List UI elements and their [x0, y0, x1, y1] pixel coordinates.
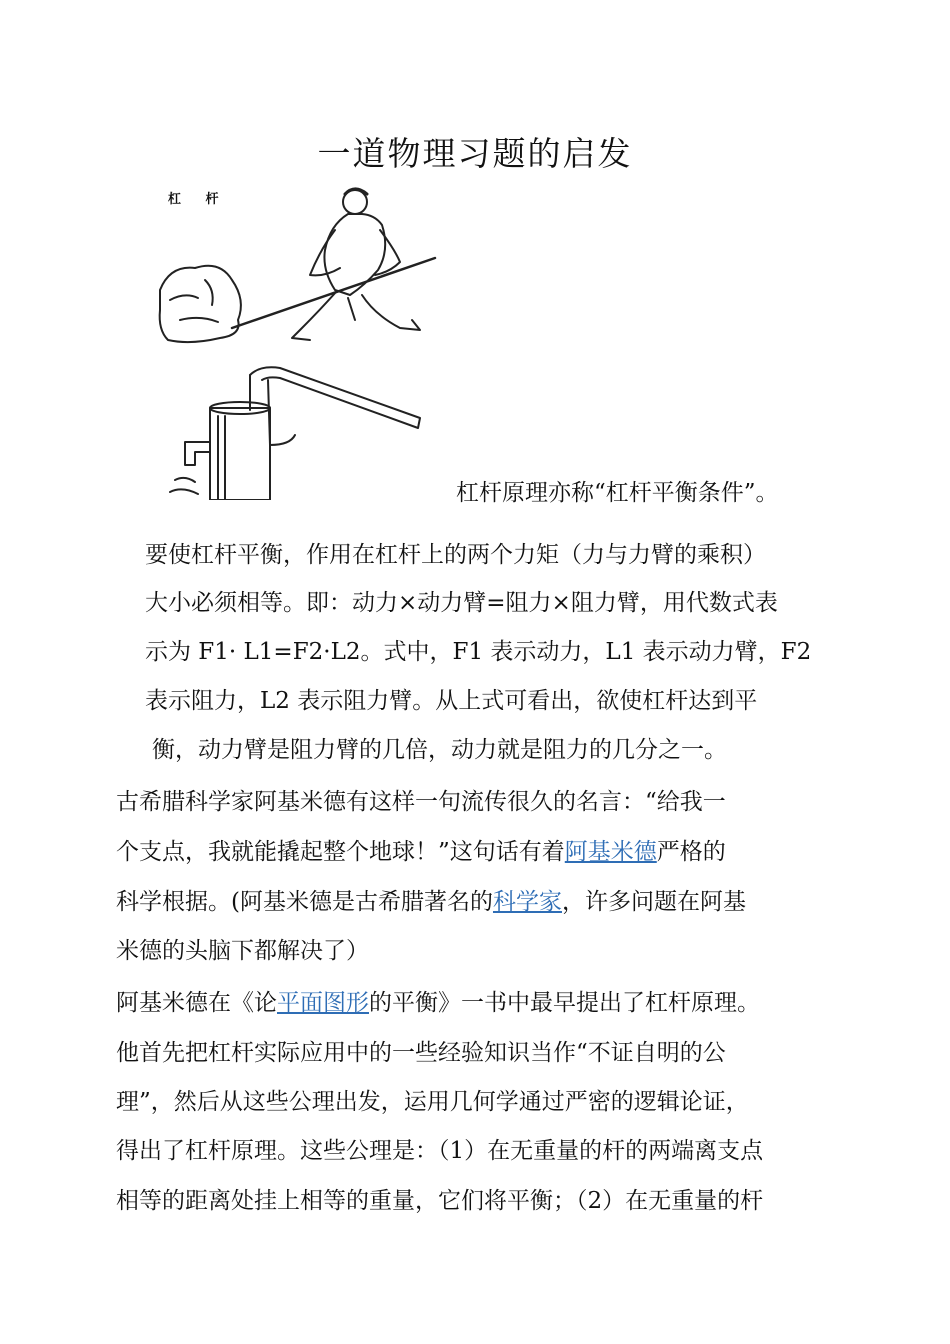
text-span: 严格的 [656, 839, 726, 865]
paragraph-line: 米德的头脑下都解决了） [116, 938, 369, 964]
text-span: 的平衡》一书中最早提出了杠杆原理。 [369, 990, 760, 1016]
text-span: 阿基米德在《论 [116, 990, 277, 1016]
paragraph-line [116, 984, 760, 1017]
paragraph-line: 表示阻力，L2 表示阻力臂。从上式可看出，欲使杠杆达到平 [145, 688, 758, 714]
figure-caption: 杠杆原理亦称“杠杆平衡条件”。 [456, 480, 779, 506]
paragraph-line: 大小必须相等。即：动力×动力臂=阻力×阻力臂，用代数式表 [145, 590, 778, 616]
lever-illustration [150, 180, 440, 500]
paragraph-line: 衡，动力臂是阻力臂的几倍，动力就是阻力的几分之一。 [152, 737, 727, 763]
figure-label: 杠 杆 [168, 192, 229, 207]
text-span: ，许多问题在阿基 [561, 889, 746, 915]
paragraph-line: 古希腊科学家阿基米德有这样一句流传很久的名言：“给我一 [116, 789, 726, 815]
text-span: 科学根据。(阿基米德是古希腊著名的 [116, 889, 493, 915]
paragraph-line: 要使杠杆平衡，作用在杠杆上的两个力矩（力与力臂的乘积） [145, 542, 766, 568]
scientist-link[interactable]: 科学家 [492, 889, 562, 915]
paragraph-line: 得出了杠杆原理。这些公理是：（1）在无重量的杆的两端离支点 [116, 1138, 764, 1164]
paragraph-line: 示为 F1· L1=F2·L2。式中，F1 表示动力，L1 表示动力臂，F2 [145, 639, 812, 665]
paragraph-line [116, 833, 726, 866]
paragraph-line [116, 883, 746, 916]
text-span: 个支点，我就能撬起整个地球！”这句话有着 [116, 839, 565, 865]
paragraph-line: 理”，然后从这些公理出发，运用几何学通过严密的逻辑论证， [116, 1089, 749, 1115]
lever-drawing [150, 180, 440, 500]
page-title: 一道物理习题的启发 [317, 134, 633, 173]
paragraph-line: 他首先把杠杆实际应用中的一些经验知识当作“不证自明的公 [116, 1040, 726, 1066]
paragraph-line: 相等的距离处挂上相等的重量，它们将平衡；（2）在无重量的杆 [116, 1188, 764, 1214]
archimedes-link[interactable]: 阿基米德 [564, 839, 657, 865]
plane-figure-link[interactable]: 平面图形 [277, 990, 369, 1016]
